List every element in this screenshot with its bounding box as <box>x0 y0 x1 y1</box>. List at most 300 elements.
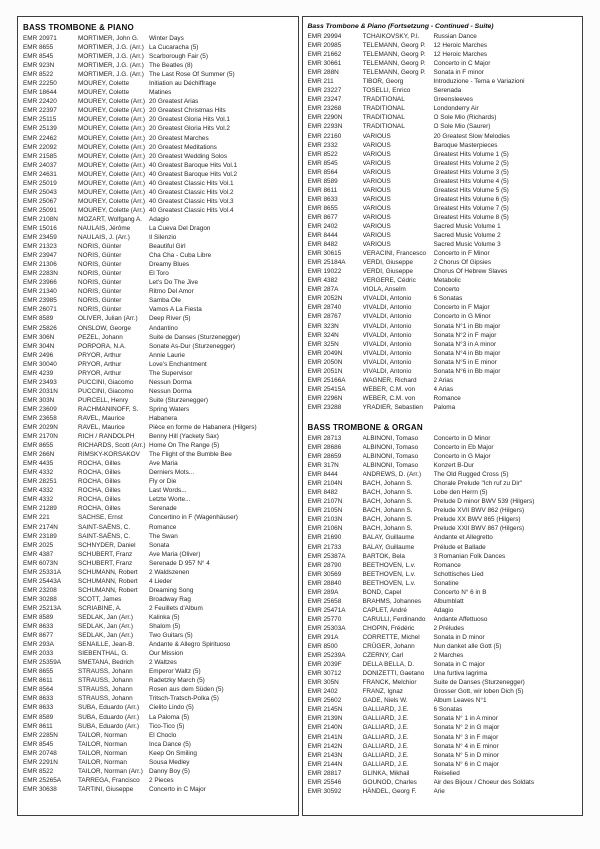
organ-rows-list <box>308 434 578 796</box>
title: Deep River (5) <box>149 315 191 323</box>
catalog-number: EMR 25546 <box>307 778 342 786</box>
title: Greatest Hits Volume 4 (5) <box>433 177 509 185</box>
catalog-number: EMR 8589 <box>23 315 54 323</box>
composer: PORPORA, N.A. <box>78 342 126 350</box>
composer: ROCHA, Gilles <box>78 478 121 486</box>
title: The Swan <box>149 532 178 540</box>
table-row <box>23 143 293 152</box>
title: Grosser Gott, wir loben Dich (5) <box>433 688 524 696</box>
catalog-number: EMR 4387 <box>23 550 54 558</box>
table-row <box>23 170 293 179</box>
composer: CRÜGER, Johann <box>362 643 415 651</box>
title: Reiselied <box>433 769 460 777</box>
title: 20 Greatest Gloria Hits Vol.1 <box>149 116 230 124</box>
title: Concerto in Eb Major <box>433 444 494 452</box>
composer: TAILOR, Norman <box>78 740 127 748</box>
catalog-number: EMR 8444 <box>307 232 338 240</box>
title: Paloma <box>433 403 456 411</box>
composer: VARIOUS <box>362 186 391 194</box>
table-row <box>23 206 293 215</box>
composer: VIOLA, Anselm <box>362 286 406 294</box>
title: Prélude et Ballade <box>433 543 486 551</box>
table-row <box>23 667 293 676</box>
title: 40 Greatest Classic Hits Vol.4 <box>149 206 234 214</box>
catalog-number: EMR 2029N <box>23 424 58 432</box>
composer: NORIS, Günter <box>78 243 122 251</box>
catalog-number: EMR 2049N <box>307 349 343 357</box>
composer: ROCHA, Gilles <box>78 505 121 513</box>
title: Chorale Prelude "Ich ruf zu Dir" <box>433 480 523 488</box>
catalog-number: EMR 25770 <box>307 615 342 623</box>
composer: MOUREY, Colette (Arr.) <box>78 170 145 178</box>
title: Ave Maria <box>149 460 178 468</box>
composer: ALBINONI, Tomaso <box>362 434 419 442</box>
composer: CZERNY, Carl <box>362 652 404 660</box>
catalog-number: EMR 28840 <box>307 579 342 587</box>
table-row <box>23 731 293 740</box>
table-row <box>23 676 293 685</box>
title: Sonata N°4 in Bb major <box>433 349 501 357</box>
table-row <box>23 296 293 305</box>
table-row <box>23 441 293 450</box>
composer: ALBINONI, Tomaso <box>362 453 419 461</box>
table-row <box>23 43 293 52</box>
title: Matines <box>149 89 172 97</box>
title: Shalom (5) <box>149 623 181 631</box>
composer: TELEMANN, Georg P. <box>362 69 426 77</box>
catalog-number: EMR 8589 <box>307 177 338 185</box>
composer: MOZART, Wolfgang A. <box>78 215 143 223</box>
title: El Toro <box>149 270 169 278</box>
table-row <box>308 32 578 41</box>
composer: TARTINI, Giuseppe <box>78 785 134 793</box>
catalog-number: EMR 324N <box>307 331 339 339</box>
title: Kalinka (5) <box>149 614 180 621</box>
title: 2 Pieces <box>149 776 174 784</box>
composer: MOUREY, Colette (Arr.) <box>78 134 145 142</box>
title: Home On The Range (5) <box>149 442 220 450</box>
catalog-number: EMR 8633 <box>23 623 54 631</box>
catalog-number: EMR 2174N <box>23 523 58 531</box>
composer: MORTIMER, J.G. (Arr.) <box>78 62 144 70</box>
catalog-number: EMR 2402 <box>307 688 338 696</box>
catalog-number: EMR 23609 <box>23 405 57 413</box>
composer: NORIS, Günter <box>78 252 122 260</box>
title: Keep On Smiling <box>149 749 197 757</box>
composer: NORIS, Günter <box>78 297 122 305</box>
table-row <box>308 141 578 150</box>
composer: VERGERE, Cédric <box>362 277 416 285</box>
catalog-number: EMR 15016 <box>23 224 57 232</box>
table-row <box>23 423 293 432</box>
table-row <box>308 778 578 787</box>
title: La Cueva Del Dragon <box>149 224 211 232</box>
table-row <box>23 161 293 170</box>
title: 40 Greatest Classic Hits Vol.1 <box>149 179 234 187</box>
table-row <box>308 340 578 349</box>
composer: SUBA, Eduardo (Arr.) <box>78 722 140 730</box>
composer: VERDI, Giuseppe <box>362 259 413 267</box>
composer: GALLIARD, J.E. <box>362 751 409 759</box>
table-row <box>23 369 293 378</box>
table-row <box>23 215 293 224</box>
table-row <box>308 86 578 95</box>
catalog-number: EMR 21690 <box>307 534 342 542</box>
title: Sonata N° 2 in G major <box>433 724 500 732</box>
catalog-number: EMR 8611 <box>307 186 338 194</box>
title: Russian Dance <box>433 33 477 40</box>
catalog-number: EMR 2170N <box>23 433 58 441</box>
title: Annie Laurie <box>149 351 185 359</box>
catalog-number: EMR 24037 <box>23 161 57 169</box>
title: Sonata N°1 in Bb major <box>433 322 501 330</box>
composer: BACH, Johann S. <box>362 507 413 515</box>
table-row <box>308 41 578 50</box>
catalog-number: EMR 8482 <box>307 241 338 249</box>
table-row <box>23 342 293 351</box>
composer: RAVEL, Maurice <box>78 414 125 422</box>
composer: VARIOUS <box>362 222 391 230</box>
composer: WAGNER, Richard <box>362 376 417 384</box>
catalog-number: EMR 4239 <box>23 369 54 377</box>
table-row <box>308 349 578 358</box>
composer: BOND, Capel <box>362 588 402 596</box>
composer: MORTIMER, J.G. (Arr.) <box>78 44 144 52</box>
composer: RAVEL, Maurice <box>78 424 125 432</box>
title: 40 Greatest Classic Hits Vol.2 <box>149 188 234 196</box>
title: Benny Hill (Yackety Sax) <box>149 433 219 441</box>
catalog-number: EMR 923N <box>23 62 55 70</box>
table-row <box>23 649 293 658</box>
catalog-number: EMR 20971 <box>23 35 57 42</box>
composer: BEETHOVEN, L.v. <box>362 570 416 578</box>
composer: BACH, Johann S. <box>362 525 413 533</box>
catalog-number: EMR 21733 <box>307 543 342 551</box>
title: Sonata <box>149 541 170 549</box>
catalog-number: EMR 23247 <box>307 96 342 104</box>
title: Concerto in C Major <box>149 785 206 793</box>
catalog-number: EMR 25139 <box>23 125 57 133</box>
catalog-number: EMR 26071 <box>23 306 57 314</box>
table-row <box>23 658 293 667</box>
table-row <box>23 703 293 712</box>
catalog-number: EMR 2050N <box>307 358 343 366</box>
catalog-number: EMR 8589 <box>23 713 54 721</box>
catalog-number: EMR 2107N <box>307 498 343 506</box>
table-row <box>308 678 578 687</box>
title: La Cucaracha (5) <box>149 44 199 52</box>
table-row <box>23 749 293 758</box>
composer: MOUREY, Colette <box>78 80 130 88</box>
title: Greatest Hits Volume 5 (5) <box>433 186 509 194</box>
title: Pièce en forme de Habanera (Hilgers) <box>149 424 257 432</box>
composer: SCHUBERT, Franz <box>78 559 133 567</box>
title: Sonata N°2 in F major <box>433 331 497 339</box>
table-row <box>308 488 578 497</box>
composer: SCHNYDER, Daniel <box>78 541 136 549</box>
catalog-number: EMR 2285N <box>23 731 58 739</box>
catalog-number: EMR 25115 <box>23 116 57 124</box>
table-row <box>23 550 293 559</box>
title: O Sole Mio (Saurer) <box>433 123 491 131</box>
section-gap <box>308 412 578 421</box>
table-row <box>23 495 293 504</box>
composer: SUBA, Eduardo (Arr.) <box>78 704 140 712</box>
composer: BALAY, Guillaume <box>362 534 415 542</box>
catalog-number: EMR 2290N <box>307 114 343 122</box>
left-rows-list <box>23 34 293 794</box>
title: Ritmo Del Amor <box>149 288 194 296</box>
table-row <box>308 606 578 615</box>
title: Sonata N° 6 in C major <box>433 760 499 768</box>
composer: VIVALDI, Antonio <box>362 367 412 375</box>
title: 6 Sonatas <box>433 295 463 303</box>
catalog-number: EMR 23459 <box>23 234 57 242</box>
catalog-number: EMR 30615 <box>307 250 342 258</box>
table-row <box>23 70 293 79</box>
title: Letzte Worte... <box>149 496 191 504</box>
catalog-number: EMR 2140N <box>307 724 343 732</box>
composer: GLINKA, Mikhail <box>362 769 410 777</box>
title: Concertino in F (Wagenhäuser) <box>149 514 238 522</box>
title: Schottisches Lied <box>433 570 484 578</box>
title: Greensleeves <box>433 96 473 104</box>
table-row <box>308 150 578 159</box>
composer: VERACINI, Francesco <box>362 250 427 258</box>
title: Dreamy Blues <box>149 261 190 269</box>
composer: TELEMANN, Georg P. <box>362 60 426 68</box>
title: 20 Greatest Wedding Solos <box>149 152 228 160</box>
catalog-number: EMR 30569 <box>307 570 342 578</box>
composer: MOUREY, Colette (Arr.) <box>78 143 145 151</box>
title: Spring Waters <box>149 405 190 413</box>
composer: ONSLOW, George <box>78 324 131 332</box>
table-row <box>308 95 578 104</box>
title: Concerto in G Major <box>433 453 491 461</box>
composer: STRAUSS, Johann <box>78 686 133 694</box>
catalog-number: EMR 8545 <box>23 53 54 61</box>
catalog-number: EMR 25387A <box>307 552 346 560</box>
composer: BRAHMS, Johannes <box>362 597 422 605</box>
table-row <box>308 733 578 742</box>
catalog-number: EMR 25166A <box>307 376 346 384</box>
catalog-number: EMR 2293N <box>307 123 343 131</box>
table-row <box>23 260 293 269</box>
catalog-number: EMR 25043 <box>23 188 57 196</box>
composer: BARTOK, Bela <box>362 552 405 560</box>
table-row <box>23 269 293 278</box>
table-row <box>23 97 293 106</box>
catalog-number: EMR 20748 <box>23 749 57 757</box>
catalog-number: EMR 25359A <box>23 659 62 667</box>
composer: MOUREY, Colette (Arr.) <box>78 107 145 115</box>
catalog-number: EMR 30040 <box>23 360 57 368</box>
composer: SENAILLE, Jean-B. <box>78 641 135 649</box>
table-row <box>308 624 578 633</box>
composer: RICH / RANDOLPH <box>78 433 135 441</box>
composer: BALAY, Guillaume <box>362 543 415 551</box>
catalog-number: EMR 22160 <box>307 132 342 140</box>
composer: PEZEL, Johann <box>78 333 123 341</box>
title: 2 Arias <box>433 376 454 384</box>
table-row <box>23 224 293 233</box>
title: Prelude XX BWV 865 (Hilgers) <box>433 516 521 524</box>
composer: TOSELLI, Enrico <box>362 87 411 95</box>
table-row <box>308 276 578 285</box>
composer: VARIOUS <box>362 177 391 185</box>
catalog-number: EMR 287A <box>307 286 339 294</box>
composer: CAPLET, André <box>362 606 407 614</box>
title: 4 Lieder <box>149 577 173 585</box>
catalog-number: EMR 2025 <box>23 541 54 549</box>
table-row <box>308 195 578 204</box>
composer: PUCCINI, Giacomo <box>78 378 134 386</box>
catalog-number: EMR 30592 <box>307 787 342 795</box>
table-row <box>308 669 578 678</box>
catalog-number: EMR 8444 <box>307 471 338 479</box>
table-row <box>23 559 293 568</box>
catalog-number: EMR 221 <box>23 514 50 522</box>
catalog-number: EMR 30661 <box>307 60 342 68</box>
table-row <box>308 240 578 249</box>
table-row <box>308 68 578 77</box>
title: Metabolic <box>433 277 461 285</box>
composer: GOUNOD, Charles <box>362 778 417 786</box>
composer: NAULAIS, Jérôme <box>78 224 131 232</box>
composer: VARIOUS <box>362 150 391 158</box>
catalog-number: EMR 303N <box>23 396 55 404</box>
title: Prelude XXII BWV 867 (Hilgers) <box>433 525 525 533</box>
composer: BACH, Johann S. <box>362 516 413 524</box>
title: Sonata N° 1 in A minor <box>433 715 498 723</box>
composer: MOUREY, Colette (Arr.) <box>78 152 145 160</box>
title: Concerto N° 6 in B <box>433 588 487 596</box>
title: Cha Cha - Cuba Libre <box>149 252 212 260</box>
title: Arie <box>433 787 445 795</box>
title: Dreaming Song <box>149 586 194 594</box>
composer: SACHSE, Ernst <box>78 514 123 522</box>
composer: PRYOR, Arthur <box>78 369 122 377</box>
title: Andante Affettuoso <box>433 615 488 623</box>
table-row <box>308 570 578 579</box>
composer: VIVALDI, Antonio <box>362 340 412 348</box>
composer: SEDLAK, Jan (Arr.) <box>78 632 134 640</box>
table-row <box>308 461 578 470</box>
title: 6 Sonatas <box>433 706 463 714</box>
catalog-number: EMR 25471A <box>307 606 346 614</box>
title: Broadway Rag <box>149 595 191 603</box>
table-row <box>23 387 293 396</box>
table-row <box>23 740 293 749</box>
catalog-number: EMR 8677 <box>307 213 338 221</box>
title: Sousa Medley <box>149 758 190 766</box>
table-row <box>23 722 293 731</box>
composer: MOUREY, Colette (Arr.) <box>78 161 145 169</box>
composer: PURCELL, Henry <box>78 396 129 404</box>
title: Prelude D minor BWV 539 (Hilgers) <box>433 498 535 506</box>
table-row <box>23 88 293 97</box>
catalog-number: EMR 8545 <box>23 740 54 748</box>
table-row <box>308 294 578 303</box>
title: Nun danket alle Gott (5) <box>433 643 502 651</box>
table-row <box>23 287 293 296</box>
title: Sonata N° 5 in D minor <box>433 751 499 759</box>
title: Serenade D 957 N° 4 <box>149 559 210 567</box>
composer: MOUREY, Colette (Arr.) <box>78 197 145 205</box>
table-row <box>308 751 578 760</box>
catalog-number: EMR 28659 <box>307 453 342 461</box>
catalog-number: EMR 293A <box>23 641 54 649</box>
composer: ROCHA, Gilles <box>78 487 121 495</box>
section-header-piano-continued: Bass Trombone & Piano (Fortsetzung - Continued - Suite) <box>307 23 494 30</box>
title: Inca Dance (5) <box>149 740 191 748</box>
table-row <box>308 376 578 385</box>
catalog-number: EMR 317N <box>307 462 339 470</box>
composer: VARIOUS <box>362 168 391 176</box>
title: 2 Chorus Of Gipsies <box>433 259 492 267</box>
catalog-number: EMR 2103N <box>307 516 343 524</box>
catalog-number: EMR 8633 <box>307 195 338 203</box>
table-row <box>23 106 293 115</box>
catalog-number: EMR 18644 <box>23 89 57 97</box>
table-row <box>308 760 578 769</box>
table-row <box>308 285 578 294</box>
title: Scarborough Fair (5) <box>149 53 208 61</box>
title: Una furtiva lagrima <box>433 670 488 678</box>
title: Vamos A La Fiesta <box>149 306 202 314</box>
composer: TRADITIONAL <box>362 114 405 122</box>
table-row <box>308 642 578 651</box>
table-row <box>23 179 293 188</box>
table-row <box>308 434 578 443</box>
title: Sonata N°5 in E minor <box>433 358 497 366</box>
table-row <box>308 515 578 524</box>
title: 20 Greatest Marches <box>149 134 209 142</box>
composer: BACH, Johann S. <box>362 489 413 497</box>
composer: RACHMANINOFF, S. <box>78 405 139 413</box>
table-row <box>23 61 293 70</box>
table-row <box>308 113 578 122</box>
table-row <box>308 552 578 561</box>
table-row <box>308 524 578 533</box>
catalog-number: EMR 2052N <box>307 295 343 303</box>
composer: SMETANA, Bedrich <box>78 659 134 667</box>
title: Albumblatt <box>433 597 464 605</box>
catalog-number: EMR 28790 <box>307 561 342 569</box>
table-row <box>23 523 293 532</box>
title: Suite (Sturzenegger) <box>149 396 208 404</box>
section-header-bass-trombone-organ: BASS TROMBONE & ORGAN <box>307 422 423 432</box>
title: Greatest Hits Volume 6 (5) <box>433 195 509 203</box>
composer: CARULLI, Ferdinando <box>362 615 426 623</box>
composer: MOUREY, Colette (Arr.) <box>78 206 145 214</box>
table-row <box>308 322 578 331</box>
table-row <box>23 459 293 468</box>
title: 40 Greatest Baroque Hits Vol.1 <box>149 161 238 169</box>
title: Il Silenzio <box>149 234 177 242</box>
catalog-number: EMR 2143N <box>307 751 343 759</box>
table-row <box>23 333 293 342</box>
catalog-number: EMR 2145N <box>307 706 343 714</box>
title: Adagio <box>433 606 454 614</box>
catalog-number: EMR 305N <box>307 679 339 687</box>
table-row <box>23 242 293 251</box>
title: Romance <box>433 561 461 569</box>
composer: VARIOUS <box>362 213 391 221</box>
table-row <box>308 479 578 488</box>
catalog-number: EMR 2031N <box>23 387 58 395</box>
table-row <box>308 59 578 68</box>
